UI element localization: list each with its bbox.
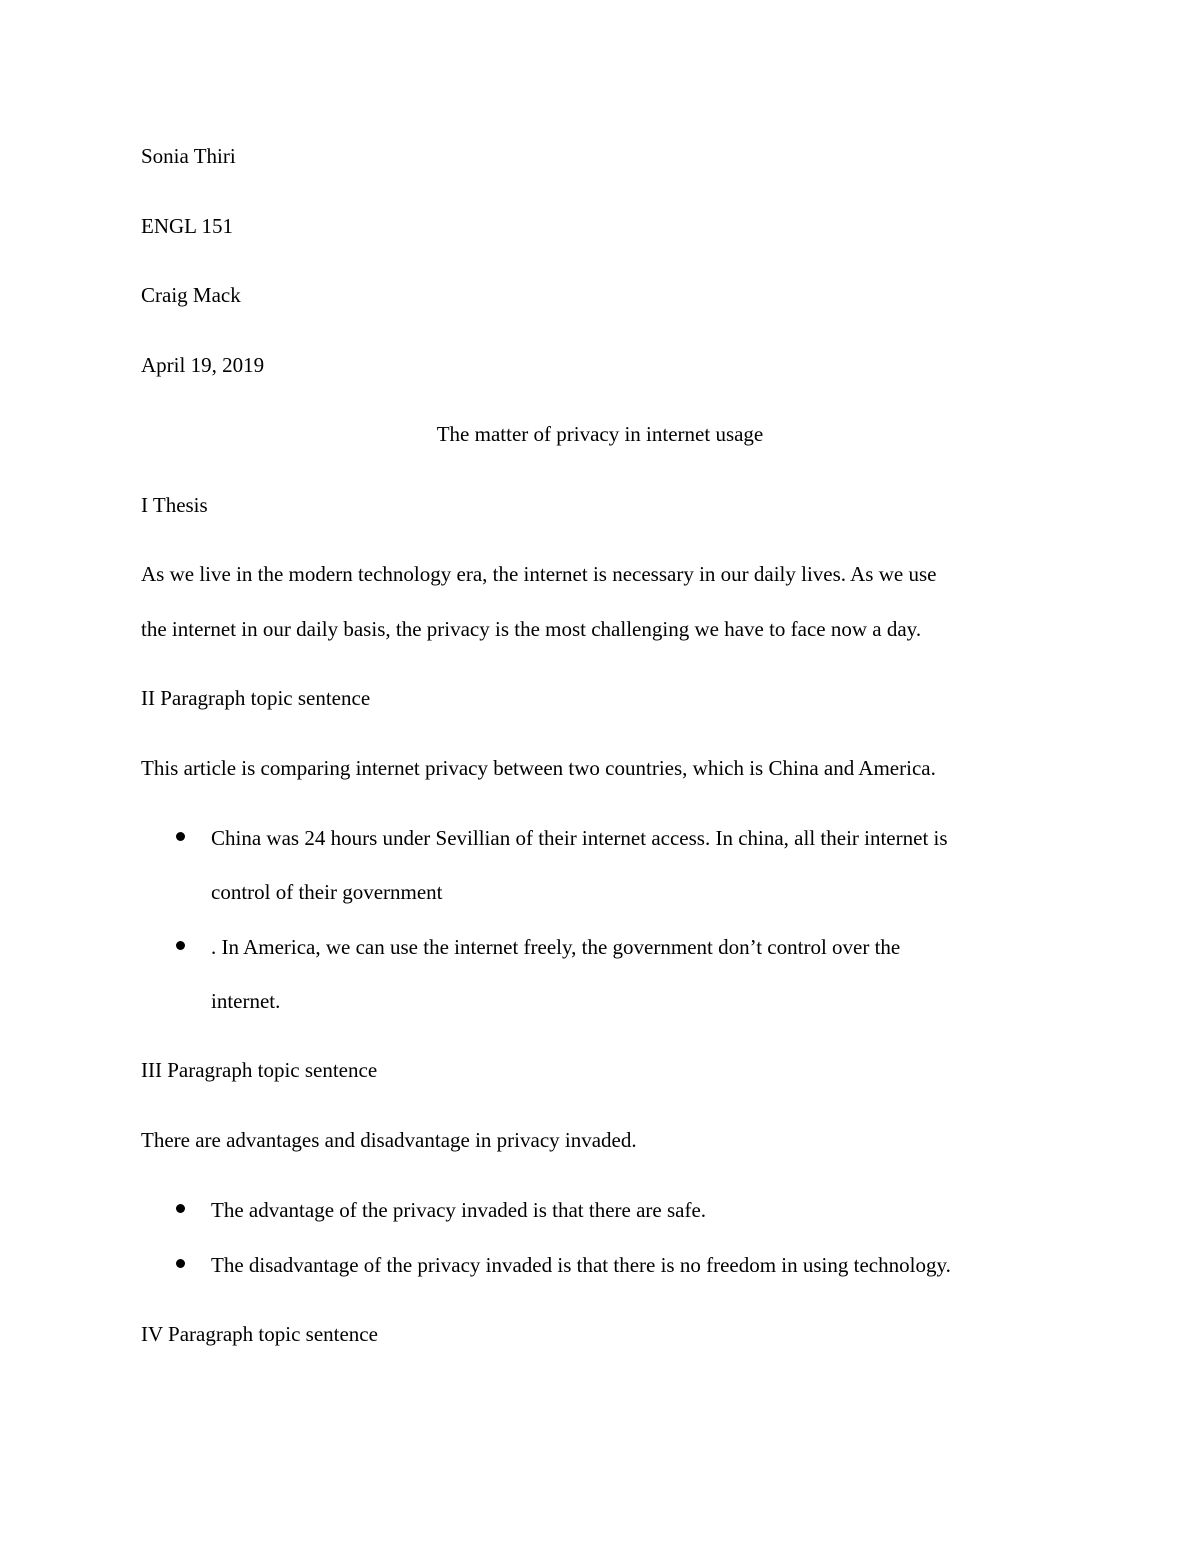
section-heading-paragraph-3: III Paragraph topic sentence (141, 1058, 378, 1082)
thesis-text-line: the internet in our daily basis, the privacy is the most challenging we have to face now a day. (141, 617, 922, 641)
bullet-dot-icon (176, 1259, 185, 1268)
bullet-dot-icon (176, 1204, 185, 1213)
bullet-item-text: control of their government (211, 880, 443, 904)
thesis-text-line: As we live in the modern technology era, the internet is necessary in our daily lives. As we use (141, 562, 937, 586)
document-title: The matter of privacy in internet usage (436, 422, 764, 446)
bullet-item-text: China was 24 hours under Sevillian of their internet access. In china, all their internet is (211, 826, 948, 850)
paragraph-2-text: This article is comparing internet privacy between two countries, which is China and America. (141, 756, 936, 780)
bullet-dot-icon (176, 832, 185, 841)
bullet-item-text: . In America, we can use the internet freely, the government don’t control over the (211, 935, 901, 959)
bullet-item-text: The advantage of the privacy invaded is that there are safe. (211, 1198, 707, 1222)
bullet-item-text: The disadvantage of the privacy invaded is that there is no freedom in using technology. (211, 1253, 951, 1277)
section-heading-paragraph-4: IV Paragraph topic sentence (141, 1322, 378, 1346)
bullet-dot-icon (176, 941, 185, 950)
section-heading-paragraph-2: II Paragraph topic sentence (141, 686, 371, 710)
author-name: Sonia Thiri (141, 144, 236, 168)
course-name: ENGL 151 (141, 214, 233, 238)
paragraph-3-text: There are advantages and disadvantage in privacy invaded. (141, 1128, 637, 1152)
instructor-name: Craig Mack (141, 283, 241, 307)
section-heading-thesis: I Thesis (141, 493, 208, 517)
document-date: April 19, 2019 (141, 353, 265, 377)
bullet-item-text: internet. (211, 989, 281, 1013)
